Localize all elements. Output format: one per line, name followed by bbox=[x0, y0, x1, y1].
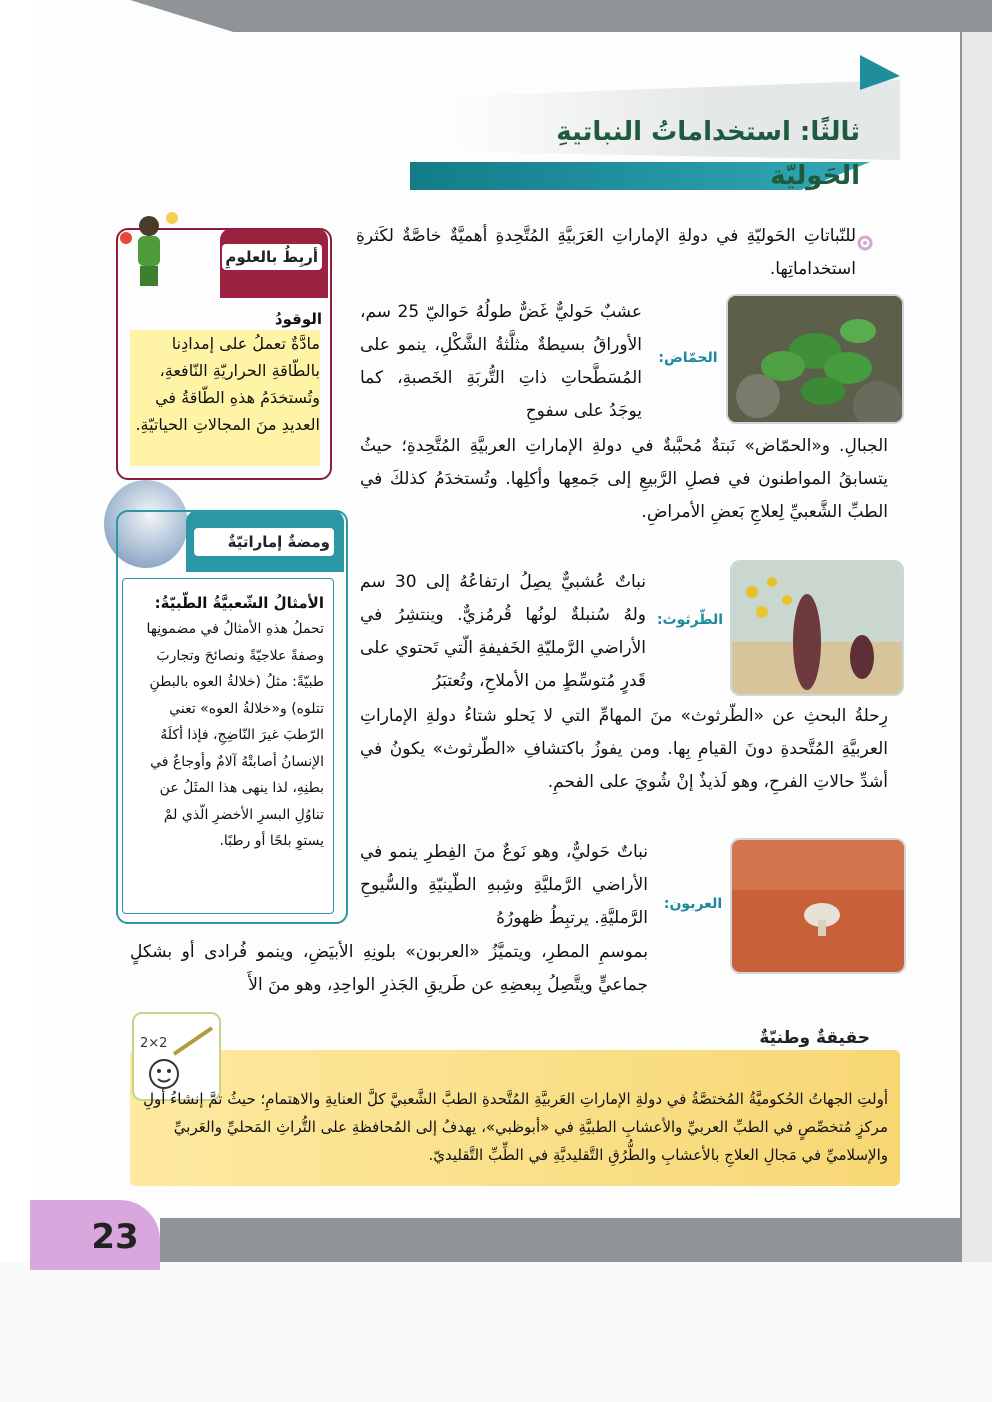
top-header-band bbox=[130, 0, 992, 32]
sidebar-emirati-label: ومضةٌ إماراتيّةٌ bbox=[194, 528, 334, 556]
plant-label-tarthuth: الطّرثوث: bbox=[656, 612, 724, 628]
plant-text-arboun-short: نباتٌ حَوليٌّ، وهو نَوعٌ منَ الفِطرِ ينمو في الأراضي الرَّمليَّةِ وشِبهِ الطّينيّةِ والسُّيوحِ الرَّمليَّةِ. يرتبِطُ ظهورُهُ bbox=[360, 842, 648, 928]
sidebar-science-text: مادَّةٌ تعملُ على إمدادِنا بالطّاقةِ الحراريّةِ النّافعةِ، وتُستخدَمُ هذهِ الطّاقةُ في العديدِ منَ المجالاتِ الحياتيّةِ. bbox=[130, 330, 320, 466]
plant-text-tarthuth-short: نباتٌ عُشبيٌّ يصِلُ ارتفاعُهُ إلى 30 سم ولهُ سُنبلةٌ لونُها قُرمُزيٌّ. وينتشِرُ في الأراضي الرَّمليّةِ الخَفيفةِ الّتي تَحتوي على قَدرٍ مُتوسِّطٍ من الأملاحِ، وتُعتبَرُ bbox=[360, 572, 647, 691]
fact-text: أولتِ الجهاتُ الحُكوميَّةُ المُختصَّةُ في دولةِ الإماراتِ العَربيَّةِ المُتَّحدةِ الطبَّ الشَّعبيَّ كلَّ العنايةِ والاهتمامِ؛ حيثُ تمَّ إنشاءُ أولِ مركزٍ مُتخصِّصٍ في الطبِّ العربيِّ والأعشابِ الطبيَّةِ في «أبوظبي»، يهدفُ إلى المُحافظةِ على التُّراثِ المَحليِّ والعَربيِّ والإسلاميِّ في مَجالِ العلاجِ بالأعشابِ والطُّرُقِ التَّقليديَّةِ في الطِّبِّ التَّقليديّ. bbox=[143, 1090, 888, 1164]
bottom-band bbox=[160, 1218, 960, 1262]
plant-text-hommaid-short: عشبٌ حَوليٌّ غَضٌّ طولُهُ حَواليّ 25 سم، الأوراقُ بسيطةٌ مثلَّثةُ الشَّكْلِ، ينمو على المُسَطَّحاتِ ذاتِ التُّربَةِ الخَصبةِ، كما يوجَدُ على سفوحِ bbox=[360, 302, 642, 421]
boy-character-icon bbox=[118, 208, 180, 292]
plant-photo-arboun bbox=[730, 838, 906, 974]
section-title: ثالثًا: استخداماتُ النباتيةِ الحَوليّة bbox=[556, 117, 860, 191]
sidebar-emirati-heading: الأمثالُ الشّعبيَّةُ الطّبيّةُ: bbox=[154, 594, 324, 612]
plant-label-arboun: العربون: bbox=[663, 896, 723, 912]
page-number: 23 bbox=[91, 1217, 139, 1257]
plant-label-hommaid: الحمّاض: bbox=[658, 350, 718, 366]
sidebar-science-label: أربِطُ بالعلومِ bbox=[222, 244, 322, 270]
plant-photo-hommaid bbox=[726, 294, 904, 424]
page-bottom-margin bbox=[0, 1262, 992, 1402]
intro-paragraph: للنّباتاتِ الحَوليّةِ في دولةِ الإماراتِ العَرَبيَّةِ المُتَّحِدةِ أهميَّةٌ خاصَّةٌ لكَثرةِ استخداماتِها. bbox=[356, 226, 856, 279]
plant-text-tarthuth-long: رِحلةُ البحثِ عن «الطّرثوث» منَ المهامِّ التي لا يَحلو شتاءُ دولةِ الإماراتِ العربيَّةِ المُتَّحدةِ دونَ القيامِ بِها. ومن يفوزُ باكتشافِ «الطّرثوث» يكونُ في أشدِّ حالاتِ الفرحِ، وهو لَذيذٌ إنْ شُويَ على الفحمِ. bbox=[360, 706, 888, 792]
math-icon-label: 2×2 bbox=[140, 1036, 168, 1051]
page-right-binding bbox=[960, 0, 992, 1402]
plant-text-hommaid-long: الجبالِ. و«الحمّاض» نَبتةٌ مُحبَّبةٌ في دولةِ الإماراتِ العربيَّةِ المُتَّحِدةِ؛ حيثُ يتسابقُ المواطنون في فصلِ الرَّبيعِ إلى جَمعِها وأكلِها. وتُستخدَمُ كذلكَ في الطبِّ الشَّعبيِّ لِعلاجِ بَعضِ الأمراضِ. bbox=[360, 436, 888, 522]
fact-title: حقيقةٌ وطنيّةٌ bbox=[759, 1028, 870, 1048]
page-left-margin bbox=[0, 0, 38, 1402]
sidebar-emirati-text: تحملُ هذهِ الأمثالُ في مضمونِها وصفةً علاجيّةً ونصائحَ وتجاربَ طبيّةً: مثلُ (خلالةُ العوه بالبطنِ تتلوه) و«خلالةُ العوه» تعني الرّطبَ غيرَ النّاضِجِ، فإذا أكلَهُ الإنسانُ أصابتْهُ آلامٌ وأوجاعٌ في بطنِهِ، لذا ينهى هذا المثَلُ عن تناوُلِ البسرِ الأخضرِ الّذي لمْ يستوِ بلحًا أو رطبًا. bbox=[146, 621, 324, 849]
plant-photo-tarthuth bbox=[730, 560, 904, 696]
sidebar-science-heading: الوقودُ bbox=[274, 310, 322, 328]
plant-text-arboun-long: بموسمِ المطرِ، ويتميَّزُ «العربون» بلونِهِ الأبيَضِ، وينمو فُرادى أو بشكلٍ جماعيٍّ ويتَّصِلُ بِبعضِهِ عن طَريقِ الجَذرِ الواحِدِ، وهو منَ الأَ bbox=[130, 942, 648, 995]
